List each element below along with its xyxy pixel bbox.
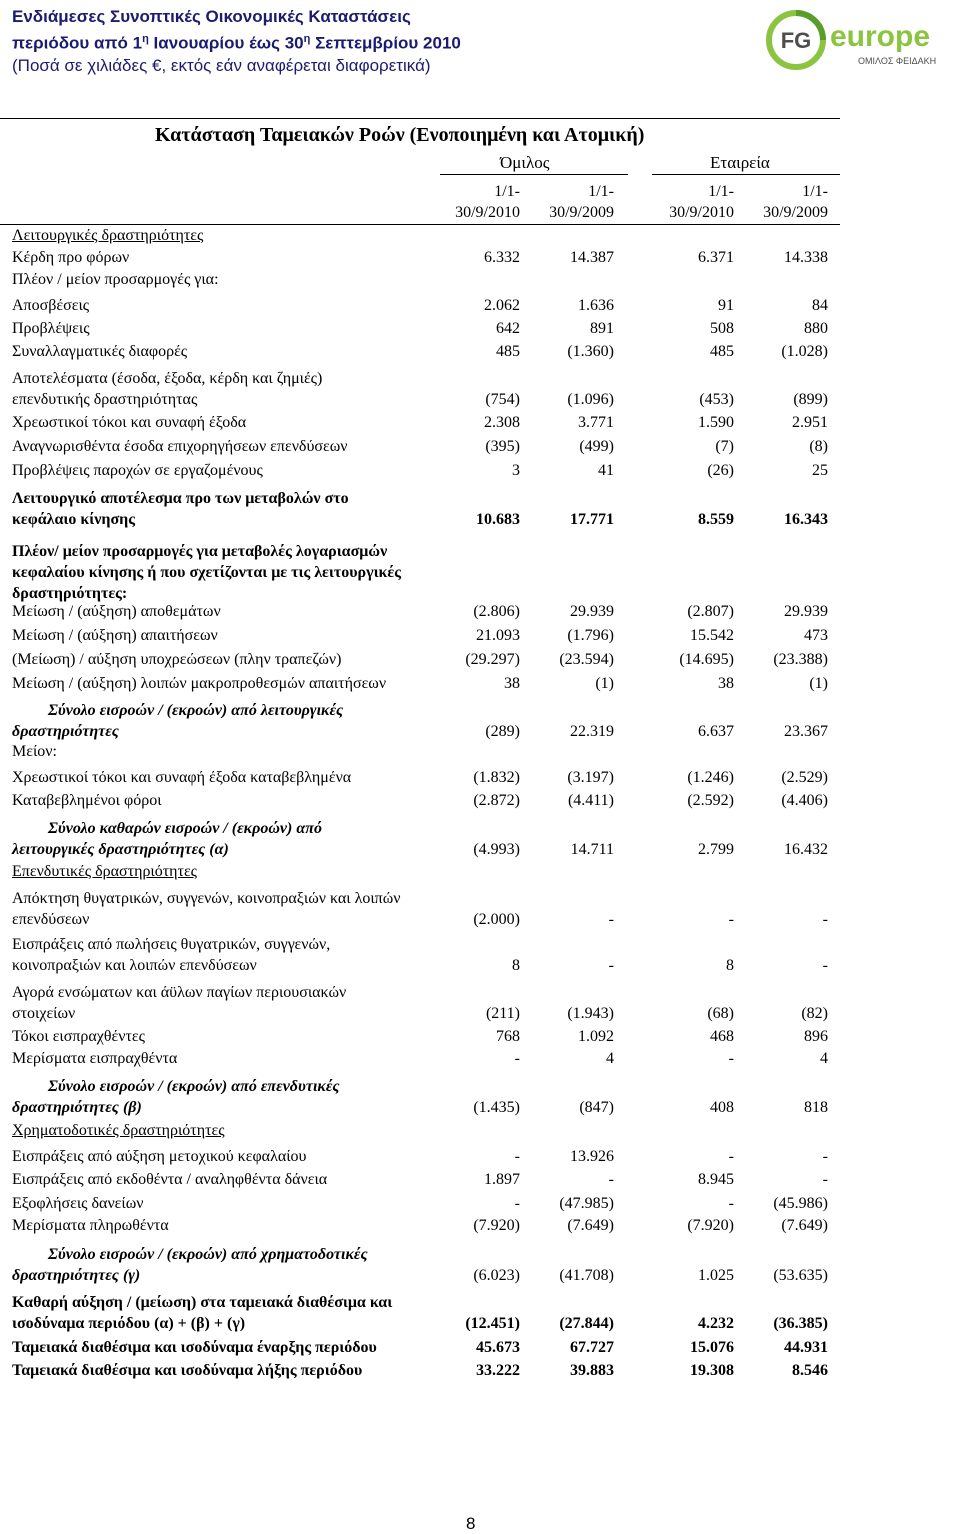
- row-value-col-0: (4.993): [473, 841, 520, 858]
- group-underline: [440, 174, 628, 175]
- row-value-col-0: (395): [485, 438, 520, 455]
- row-value-col-3: (4.406): [781, 792, 828, 809]
- row-value-col-3: 29.939: [784, 603, 828, 620]
- row-label: Εισπράξεις από εκδοθέντα / αναληφθέντα δάνεια: [12, 1171, 328, 1188]
- row-value-col-2: -: [728, 1195, 734, 1212]
- logo-word: europe: [830, 20, 931, 53]
- row-value-col-3: 84: [812, 297, 828, 314]
- row-value-col-3: 16.432: [784, 841, 828, 858]
- row-value-col-1: 67.727: [570, 1339, 614, 1356]
- row-value-col-3: 896: [804, 1028, 828, 1045]
- row-value-col-0: (2.872): [473, 792, 520, 809]
- statement-title: Κατάσταση Ταμειακών Ροών (Ενοποιημένη και Ατομική): [155, 124, 645, 146]
- row-value-col-0: 33.222: [476, 1362, 520, 1379]
- row-value-col-3: (8): [809, 438, 828, 455]
- row-value-col-2: 8.945: [698, 1171, 734, 1188]
- row-value-col-2: 2.799: [698, 841, 734, 858]
- row-value-col-2: -: [728, 911, 734, 928]
- header-line-2: περιόδου από $1^\eta$ Ιανουαρίου έως $30^\eta$ Σεπτεμβρίου 2010: [12, 33, 461, 53]
- row-label: Επενδυτικές δραστηριότητες: [12, 863, 198, 880]
- row-value-col-1: 4: [606, 1050, 614, 1067]
- row-value-col-1: (1.360): [567, 343, 614, 360]
- row-value-col-3: -: [822, 1148, 828, 1165]
- row-value-col-2: 15.076: [690, 1339, 734, 1356]
- row-value-col-0: 8: [512, 957, 520, 974]
- document-header: [12, 6, 461, 77]
- row-value-col-2: 19.308: [690, 1362, 734, 1379]
- row-value-col-2: 15.542: [690, 627, 734, 644]
- row-value-col-3: -: [822, 1171, 828, 1188]
- row-label: Μείωση / (αύξηση) απαιτήσεων: [12, 627, 218, 644]
- row-value-col-0: (2.806): [473, 603, 520, 620]
- row-value-col-2: (14.695): [679, 651, 734, 668]
- row-value-col-3: (23.388): [773, 651, 828, 668]
- row-value-col-3: (899): [793, 391, 828, 408]
- row-value-col-0: (1.832): [473, 769, 520, 786]
- row-value-col-0: (2.000): [473, 911, 520, 928]
- column-header-3: 1/1- 30/9/2009: [763, 183, 828, 221]
- row-value-col-0: -: [514, 1148, 520, 1165]
- row-value-col-1: 3.771: [578, 414, 614, 431]
- row-value-col-1: (7.649): [567, 1217, 614, 1234]
- row-value-col-3: (82): [801, 1005, 828, 1022]
- group-heading-company: Εταιρεία: [710, 153, 770, 172]
- row-value-col-0: (1.435): [473, 1099, 520, 1116]
- row-value-col-3: 25: [812, 462, 828, 479]
- row-value-col-1: (499): [579, 438, 614, 455]
- row-value-col-2: (2.807): [687, 603, 734, 620]
- row-label: Λειτουργικές δραστηριότητες: [12, 227, 204, 244]
- row-label: Σύνολο εισροών / (εκροών) από λειτουργικές δραστηριότητες: [12, 702, 344, 740]
- row-value-col-1: 41: [598, 462, 614, 479]
- row-value-col-3: 16.343: [784, 511, 828, 528]
- row-value-col-2: 4.232: [698, 1315, 734, 1332]
- row-value-col-0: (7.920): [473, 1217, 520, 1234]
- row-label: Χρεωστικοί τόκοι και συναφή έξοδα καταβεβλημένα: [12, 769, 352, 786]
- row-value-col-2: 508: [710, 320, 734, 337]
- row-value-col-1: 17.771: [570, 511, 614, 528]
- row-value-col-1: -: [608, 911, 614, 928]
- row-label: Καταβεβλημένοι φόροι: [12, 792, 162, 809]
- row-value-col-3: 880: [804, 320, 828, 337]
- row-value-col-2: (7.920): [687, 1217, 734, 1234]
- row-value-col-0: 642: [496, 320, 520, 337]
- row-label: Σύνολο εισροών / (εκροών) από χρηματοδοτικές δραστηριότητες (γ): [12, 1246, 368, 1284]
- row-value-col-2: 1.025: [698, 1267, 734, 1284]
- row-label: Αποσβέσεις: [12, 297, 90, 314]
- row-label: Ταμειακά διαθέσιμα και ισοδύναμα έναρξης περιόδου: [12, 1339, 377, 1356]
- row-value-col-3: 2.951: [792, 414, 828, 431]
- row-value-col-2: 468: [710, 1028, 734, 1045]
- row-value-col-0: 45.673: [476, 1339, 520, 1356]
- fg-europe-logo: [766, 10, 956, 72]
- row-value-col-2: (7): [715, 438, 734, 455]
- row-value-col-1: (1.096): [567, 391, 614, 408]
- row-value-col-0: 1.897: [484, 1171, 520, 1188]
- row-value-col-2: 6.371: [698, 249, 734, 266]
- row-value-col-0: (289): [485, 723, 520, 740]
- row-label: Μείωση / (αύξηση) λοιπών μακροπροθεσμών απαιτήσεων: [12, 675, 387, 692]
- row-value-col-1: (27.844): [559, 1315, 614, 1332]
- row-label: Ταμειακά διαθέσιμα και ισοδύναμα λήξης περιόδου: [12, 1362, 363, 1379]
- row-value-col-2: (26): [707, 462, 734, 479]
- row-value-col-1: (3.197): [567, 769, 614, 786]
- row-value-col-2: (1.246): [687, 769, 734, 786]
- row-value-col-0: 2.062: [484, 297, 520, 314]
- logo-tagline: ΟΜΙΛΟΣ ΦΕΙΔΑΚΗ: [858, 56, 937, 66]
- row-value-col-1: 1.092: [578, 1028, 614, 1045]
- header-line-1: Ενδιάμεσες Συνοπτικές Οικονομικές Καταστάσεις: [12, 7, 411, 26]
- row-value-col-2: -: [728, 1050, 734, 1067]
- row-label: Προβλέψεις παροχών σε εργαζομένους: [12, 462, 263, 479]
- row-value-col-3: 23.367: [784, 723, 828, 740]
- row-value-col-2: (2.592): [687, 792, 734, 809]
- row-value-col-3: (53.635): [773, 1267, 828, 1284]
- row-label: Εισπράξεις από πωλήσεις θυγατρικών, συγγενών, κοινοπραξιών και λοιπών επενδύσεων: [12, 936, 331, 974]
- row-value-col-2: 91: [718, 297, 734, 314]
- row-value-col-1: (47.985): [559, 1195, 614, 1212]
- group-heading-group: Όμιλος: [500, 153, 550, 172]
- row-value-col-1: 1.636: [578, 297, 614, 314]
- row-label: Μερίσματα εισπραχθέντα: [12, 1050, 178, 1067]
- row-value-col-0: 6.332: [484, 249, 520, 266]
- row-value-col-3: (2.529): [781, 769, 828, 786]
- row-value-col-3: -: [822, 911, 828, 928]
- row-value-col-2: 485: [710, 343, 734, 360]
- row-value-col-0: 21.093: [476, 627, 520, 644]
- row-value-col-0: 38: [504, 675, 520, 692]
- row-value-col-1: -: [608, 957, 614, 974]
- row-label: Αποτελέσματα (έσοδα, έξοδα, κέρδη και ζημιές) επενδυτικής δραστηριότητας: [12, 370, 323, 408]
- row-label: Εξοφλήσεις δανείων: [12, 1195, 144, 1212]
- row-value-col-2: -: [728, 1148, 734, 1165]
- row-value-col-0: -: [514, 1050, 520, 1067]
- row-label: Χρεωστικοί τόκοι και συναφή έξοδα: [12, 414, 247, 431]
- row-value-col-0: (6.023): [473, 1267, 520, 1284]
- row-label: Μερίσματα πληρωθέντα: [12, 1217, 169, 1234]
- header-line-3: (Ποσά σε χιλιάδες €, εκτός εάν αναφέρεται διαφορετικά): [12, 55, 431, 75]
- row-value-col-2: 8: [726, 957, 734, 974]
- row-value-col-1: 13.926: [570, 1148, 614, 1165]
- row-value-col-0: (29.297): [465, 651, 520, 668]
- row-value-col-3: (1): [809, 675, 828, 692]
- row-label: Αγορά ενσώματων και άϋλων παγίων περιουσιακών στοιχείων: [12, 984, 347, 1022]
- row-label: Λειτουργικό αποτέλεσμα προ των μεταβολών στο κεφάλαιο κίνησης: [12, 490, 349, 528]
- row-value-col-1: -: [608, 1171, 614, 1188]
- row-value-col-1: 22.319: [570, 723, 614, 740]
- row-value-col-0: 2.308: [484, 414, 520, 431]
- row-label: Συναλλαγματικές διαφορές: [12, 343, 188, 360]
- column-header-2: 1/1- 30/9/2010: [669, 183, 734, 221]
- logo-mark: FG: [780, 28, 812, 53]
- row-value-col-3: (7.649): [781, 1217, 828, 1234]
- row-label: Αναγνωρισθέντα έσοδα επιχορηγήσεων επενδύσεων: [12, 438, 348, 455]
- row-value-col-3: 818: [804, 1099, 828, 1116]
- row-label: Πλέον / μείον προσαρμογές για:: [12, 271, 219, 288]
- row-value-col-2: 408: [710, 1099, 734, 1116]
- row-label: Εισπράξεις από αύξηση μετοχικού κεφαλαίου: [12, 1148, 307, 1165]
- row-value-col-0: 10.683: [476, 511, 520, 528]
- row-value-col-0: (211): [485, 1005, 520, 1022]
- row-value-col-1: 14.711: [570, 841, 614, 858]
- row-value-col-1: (23.594): [559, 651, 614, 668]
- row-label: Απόκτηση θυγατρικών, συγγενών, κοινοπραξιών και λοιπών επενδύσεων: [12, 890, 401, 928]
- row-value-col-2: 1.590: [698, 414, 734, 431]
- row-value-col-3: (45.986): [773, 1195, 828, 1212]
- top-rule: [0, 118, 840, 119]
- row-value-col-3: (36.385): [773, 1315, 828, 1332]
- row-value-col-0: -: [514, 1195, 520, 1212]
- row-value-col-2: 8.559: [698, 511, 734, 528]
- row-label: Προβλέψεις: [12, 320, 90, 337]
- row-value-col-3: -: [822, 957, 828, 974]
- column-header-1: 1/1- 30/9/2009: [549, 183, 614, 221]
- row-value-col-1: (1.943): [567, 1005, 614, 1022]
- row-value-col-2: (68): [707, 1005, 734, 1022]
- row-label: Σύνολο καθαρών εισροών / (εκροών) από λειτουργικές δραστηριότητες (α): [12, 820, 322, 858]
- row-value-col-1: (847): [579, 1099, 614, 1116]
- page-number: 8: [466, 1514, 476, 1533]
- row-value-col-0: 485: [496, 343, 520, 360]
- row-value-col-3: 473: [804, 627, 828, 644]
- row-value-col-1: 891: [590, 320, 614, 337]
- row-value-col-1: (1): [595, 675, 614, 692]
- row-value-col-2: (453): [699, 391, 734, 408]
- row-value-col-3: (1.028): [781, 343, 828, 360]
- row-value-col-1: (4.411): [567, 792, 614, 809]
- row-value-col-1: 14.387: [570, 249, 614, 266]
- row-label: Χρηματοδοτικές δραστηριότητες: [12, 1122, 225, 1139]
- company-underline: [652, 174, 840, 175]
- row-value-col-1: 39.883: [570, 1362, 614, 1379]
- row-label: Σύνολο εισροών / (εκροών) από επενδυτικές δραστηριότητες (β): [12, 1078, 340, 1116]
- row-label: Τόκοι εισπραχθέντες: [12, 1028, 145, 1045]
- row-value-col-2: 6.637: [698, 723, 734, 740]
- row-value-col-0: (12.451): [465, 1315, 520, 1332]
- row-value-col-2: 38: [718, 675, 734, 692]
- row-value-col-3: 8.546: [792, 1362, 828, 1379]
- row-label: Μείωση / (αύξηση) αποθεμάτων: [12, 603, 221, 620]
- column-header-0: 1/1- 30/9/2010: [455, 183, 520, 221]
- row-value-col-3: 44.931: [784, 1339, 828, 1356]
- row-label: (Μείωση) / αύξηση υποχρεώσεων (πλην τραπεζών): [12, 651, 342, 668]
- row-value-col-0: 3: [512, 462, 520, 479]
- row-value-col-3: 14.338: [784, 249, 828, 266]
- row-value-col-0: 768: [496, 1028, 520, 1045]
- row-label: Καθαρή αύξηση / (μείωση) στα ταμειακά διαθέσιμα και ισοδύναμα περιόδου (α) + (β) + (γ): [12, 1294, 393, 1332]
- row-value-col-1: 29.939: [570, 603, 614, 620]
- row-value-col-1: (41.708): [559, 1267, 614, 1284]
- row-value-col-3: 4: [820, 1050, 828, 1067]
- row-label: Μείον:: [12, 743, 57, 760]
- row-label: Πλέον/ μείον προσαρμογές για μεταβολές λογαριασμών κεφαλαίου κίνησης ή που σχετίζονται με τις λειτουργικές δραστηριότητες:: [12, 543, 402, 602]
- row-label: Κέρδη προ φόρων: [12, 249, 130, 266]
- row-value-col-1: (1.796): [567, 627, 614, 644]
- row-value-col-0: (754): [485, 391, 520, 408]
